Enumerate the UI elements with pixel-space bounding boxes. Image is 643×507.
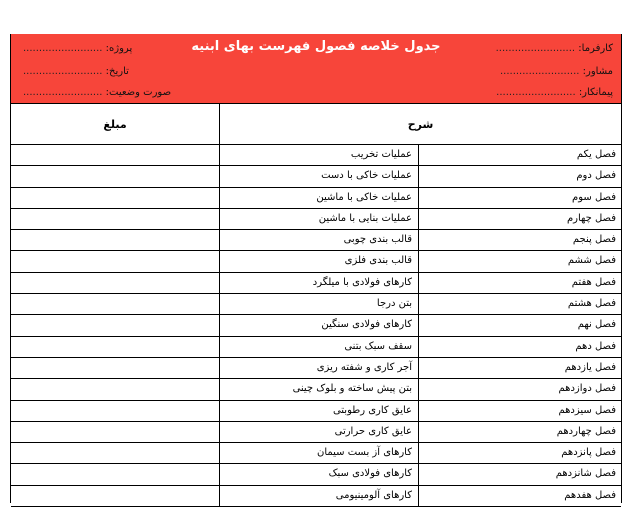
employer-field (496, 43, 613, 54)
table-row (11, 337, 621, 358)
table-row (11, 486, 621, 507)
chapter-cell: فصل پنجم (418, 230, 621, 250)
chapter-rows (11, 145, 621, 507)
chapter-cell: فصل دهم (418, 337, 621, 357)
description-cell: قالب بندی چوبی (219, 230, 418, 250)
chapter-cell: فصل سیزدهم (418, 401, 621, 421)
description-cell: بتن درجا (219, 294, 418, 314)
table-row (11, 401, 621, 422)
project-label: پروژه: (105, 43, 133, 54)
table-row (11, 294, 621, 315)
chapter-cell: فصل یازدهم (418, 358, 621, 378)
description-cell: کارهای فولادی با میلگرد (219, 273, 418, 293)
amount-cell[interactable] (11, 166, 219, 186)
contractor-label: پیمانکار: (578, 87, 613, 98)
amount-column-header: مبلغ (103, 118, 127, 131)
chapter-cell: فصل پانزدهم (418, 443, 621, 463)
amount-cell[interactable] (11, 358, 219, 378)
consultant-label: مشاور: (582, 66, 613, 77)
contractor-field (496, 87, 613, 98)
description-cell: کارهای آلومینیومی (219, 486, 418, 506)
amount-cell[interactable] (11, 294, 219, 314)
chapter-cell: فصل هفتم (418, 273, 621, 293)
statement-field (23, 87, 171, 98)
table-row (11, 145, 621, 166)
chapter-cell: فصل شانزدهم (418, 464, 621, 484)
description-cell: بتن پیش ساخته و بلوک چینی (219, 379, 418, 399)
description-cell: کارهای فولادی سبک (219, 464, 418, 484)
chapter-cell: فصل دوم (418, 166, 621, 186)
consultant-dots: ......................... (499, 66, 580, 77)
amount-cell[interactable] (11, 209, 219, 229)
amount-cell[interactable] (11, 422, 219, 442)
description-cell: کارهای فولادی سنگین (219, 315, 418, 335)
table-row (11, 464, 621, 485)
contractor-dots: ......................... (496, 87, 576, 98)
table-row (11, 443, 621, 464)
table-row (11, 273, 621, 294)
amount-cell[interactable] (11, 230, 219, 250)
chapter-cell: فصل سوم (418, 188, 621, 208)
description-cell: عملیات بنایی با ماشین (219, 209, 418, 229)
table-row (11, 315, 621, 336)
page-title: جدول خلاصه فصول فهرست بهای ابنیه (191, 39, 441, 54)
date-label: تاریخ: (105, 66, 129, 77)
amount-cell[interactable] (11, 337, 219, 357)
description-cell: آجر کاری و شفته ریزی (219, 358, 418, 378)
table-row (11, 166, 621, 187)
table-row (11, 188, 621, 209)
description-cell: عایق کاری حرارتی (219, 422, 418, 442)
table-row (11, 251, 621, 272)
amount-cell[interactable] (11, 251, 219, 271)
project-dots: ......................... (23, 43, 103, 54)
amount-cell[interactable] (11, 145, 219, 165)
employer-label: کارفرما: (578, 43, 613, 54)
employer-dots: ......................... (495, 43, 576, 54)
chapter-cell: فصل دوازدهم (418, 379, 621, 399)
description-cell: عملیات تخریب (219, 145, 418, 165)
chapter-cell: فصل هشتم (418, 294, 621, 314)
amount-cell[interactable] (11, 443, 219, 463)
statement-label: صورت وضعیت: (105, 87, 172, 98)
project-field (23, 43, 132, 54)
description-column-header: شرح (219, 104, 621, 144)
consultant-field (500, 66, 613, 77)
amount-cell[interactable] (11, 486, 219, 506)
chapter-cell: فصل چهاردهم (418, 422, 621, 442)
chapter-cell: فصل ششم (418, 251, 621, 271)
chapter-cell: فصل یکم (418, 145, 621, 165)
table-row (11, 358, 621, 379)
statement-dots: ......................... (23, 87, 103, 98)
description-cell: سقف سبک بتنی (219, 337, 418, 357)
column-header-row (11, 104, 621, 145)
amount-cell[interactable] (11, 379, 219, 399)
amount-cell[interactable] (11, 315, 219, 335)
table-row (11, 209, 621, 230)
amount-cell[interactable] (11, 273, 219, 293)
description-cell: عملیات خاکی با دست (219, 166, 418, 186)
summary-sheet (10, 34, 622, 503)
header-band (11, 34, 621, 104)
amount-cell[interactable] (11, 401, 219, 421)
amount-cell[interactable] (11, 464, 219, 484)
description-cell: کارهای آز بست سیمان (219, 443, 418, 463)
description-cell: عایق کاری رطوبتی (219, 401, 418, 421)
chapter-cell: فصل هفدهم (418, 486, 621, 506)
description-cell: قالب بندی فلزی (219, 251, 418, 271)
description-cell: عملیات خاکی با ماشین (219, 188, 418, 208)
table-row (11, 230, 621, 251)
table-row (11, 422, 621, 443)
table-row (11, 379, 621, 400)
amount-cell[interactable] (11, 188, 219, 208)
chapter-cell: فصل نهم (418, 315, 621, 335)
date-field (23, 66, 129, 77)
date-dots: ......................... (23, 66, 103, 77)
chapter-cell: فصل چهارم (418, 209, 621, 229)
